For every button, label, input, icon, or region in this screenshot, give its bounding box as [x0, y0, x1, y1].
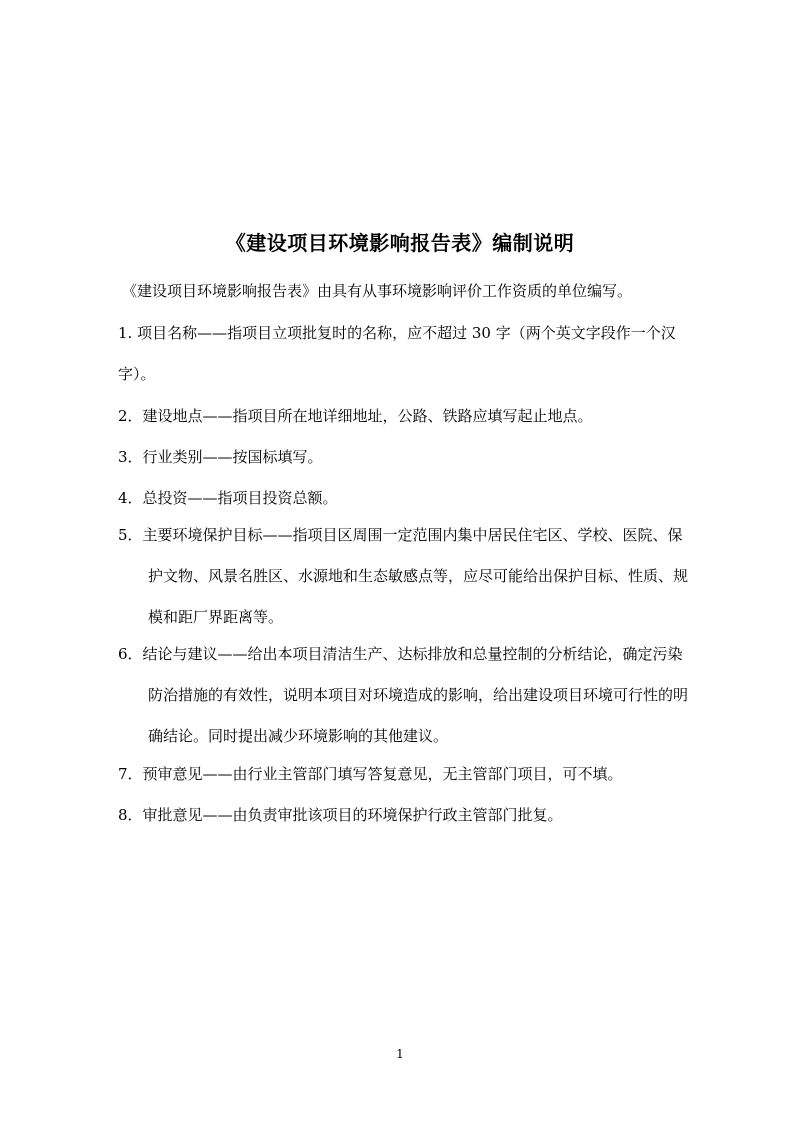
list-item-text: 审批意见——由负责审批该项目的环境保护行政主管部门批复。 [142, 806, 563, 824]
list-item-2 [118, 396, 690, 437]
list-item-8 [118, 795, 690, 836]
list-item-text: 行业类别——按国标填写。 [142, 448, 323, 466]
list-item-number: 7． [118, 765, 143, 783]
list-item-text: 总投资——指项目投资总额。 [142, 489, 338, 507]
list-item-7 [118, 754, 690, 795]
list-item-text: 主要环境保护目标——指项目区周围一定范围内集中居民住宅区、学校、医院、保护文物、风景名胜区、水源地和生态敏感点等，应尽可能给出保护目标、性质、规模和距厂界距离等。 [142, 526, 689, 626]
intro-paragraph: 《建设项目环境影响报告表》由具有从事环境影响评价工作资质的单位编写。 [122, 282, 633, 300]
list-item-number: 8． [118, 806, 143, 824]
list-item-number: 5． [118, 526, 143, 544]
list-item-5 [118, 515, 690, 638]
list-item-text: 结论与建议——给出本项目清洁生产、达标排放和总量控制的分析结论，确定污染防治措施的有效性，说明本项目对环境造成的影响，给出建设项目环境可行性的明确结论。同时提出减少环境影响的其他建议。 [142, 645, 689, 745]
list-item-number: 6． [118, 645, 143, 663]
list-item-3 [118, 437, 690, 478]
list-item-number: 3． [118, 448, 143, 466]
list-item-number: 4． [118, 489, 143, 507]
list-item-1 [118, 313, 693, 395]
list-item-text: 项目名称——指项目立项批复时的名称，应不超过 30 字（两个英文字段作一个汉字）。 [118, 324, 676, 383]
page-title: 《建设项目环境影响报告表》编制说明 [225, 231, 575, 255]
list-item-6 [118, 634, 690, 757]
page-number: 1 [396, 1047, 404, 1061]
list-item-4 [118, 478, 690, 519]
list-item-number: 1. [118, 324, 133, 342]
list-item-text: 预审意见——由行业主管部门填写答复意见，无主管部门项目，可不填。 [142, 765, 623, 783]
list-item-number: 2． [118, 407, 143, 425]
list-item-text: 建设地点——指项目所在地详细地址，公路、铁路应填写起止地点。 [142, 407, 593, 425]
